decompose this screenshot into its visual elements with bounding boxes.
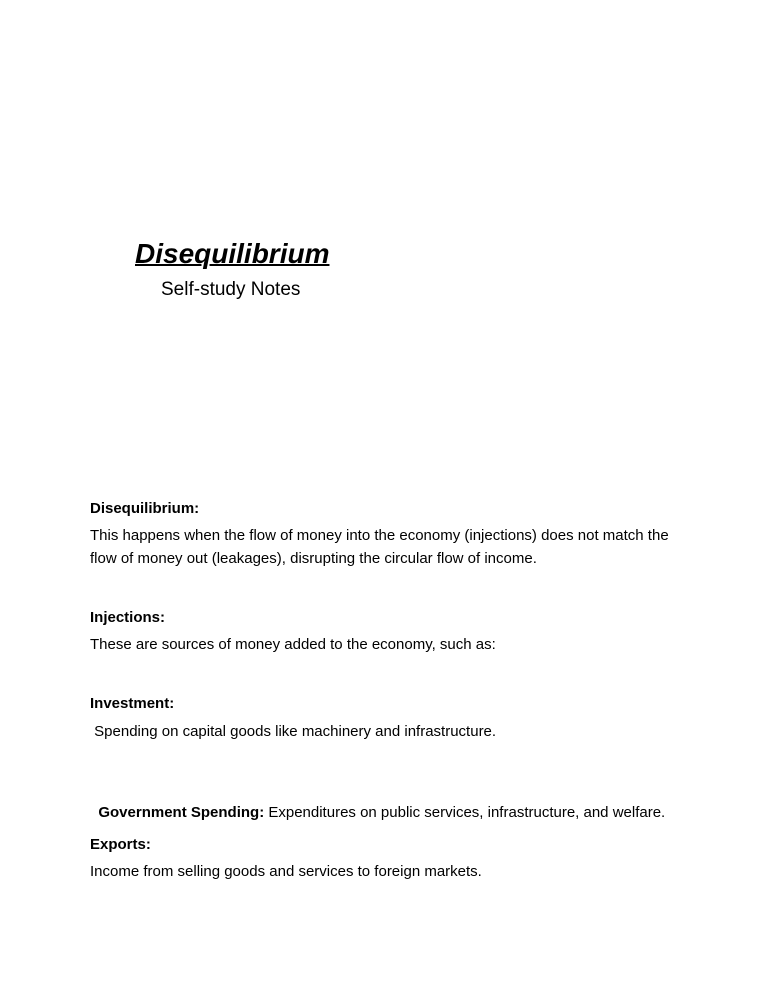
paragraph-injections: These are sources of money added to the economy, such as: xyxy=(90,636,496,653)
heading-government-spending: Government Spending: xyxy=(98,804,265,821)
heading-exports: Exports: xyxy=(90,836,151,853)
government-spending-text: Expenditures on public services, infrastructure, and welfare. xyxy=(264,804,666,821)
heading-investment: Investment: xyxy=(90,695,175,712)
paragraph-exports: Income from selling goods and services to foreign markets. xyxy=(90,863,482,880)
paragraph-investment: Spending on capital goods like machinery and infrastructure. xyxy=(90,723,497,740)
paragraph-disequilibrium-line1: This happens when the flow of money into the economy (injections) does not match the xyxy=(90,527,669,544)
document-subtitle: Self-study Notes xyxy=(161,279,301,300)
document-title: Disequilibrium xyxy=(135,238,330,269)
heading-disequilibrium: Disequilibrium: xyxy=(90,500,200,517)
heading-injections: Injections: xyxy=(90,609,166,626)
paragraph-government-spending xyxy=(90,778,665,824)
paragraph-disequilibrium-line2: flow of money out (leakages), disrupting the circular flow of income. xyxy=(90,550,537,567)
